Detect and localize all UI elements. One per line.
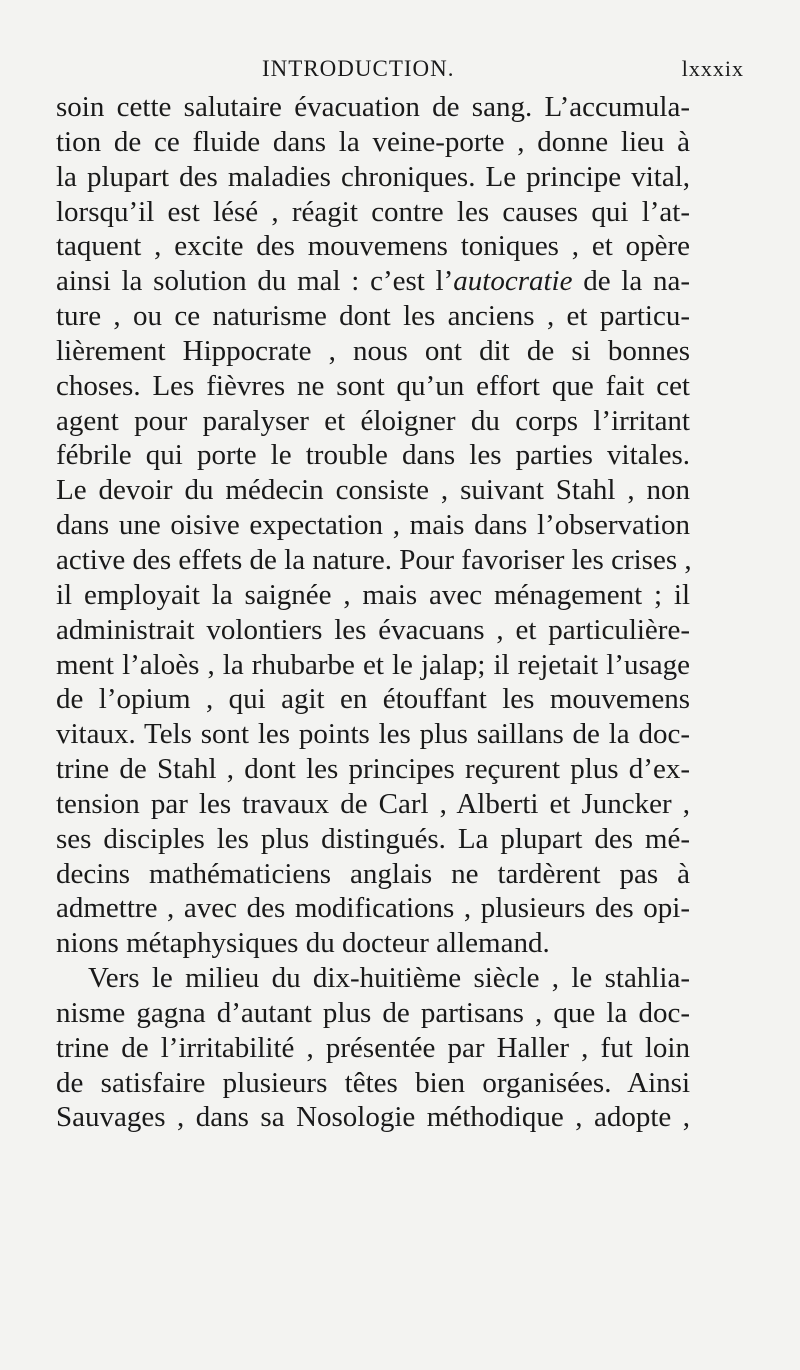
text-line: ses disciples les plus distingués. La plupart des mé- (56, 822, 690, 855)
text-line: de satisfaire plusieurs têtes bien organisées. Ainsi (56, 1066, 690, 1099)
text-line: agent pour paralyser et éloigner du corps l’irritant (56, 404, 690, 437)
text-line-with-italic (56, 264, 690, 299)
text-line: nisme gagna d’autant plus de partisans , que la doc- (56, 996, 690, 1029)
text-line: vitaux. Tels sont les points les plus saillans de la doc- (56, 718, 690, 751)
text-line: Vers le milieu du dix-huitième siècle , le stahlia- (88, 962, 690, 995)
paragraph-2 (56, 961, 690, 1135)
text-line: Le devoir du médecin consiste , suivant Stahl , non (56, 474, 690, 507)
running-head (54, 56, 744, 90)
text-line: trine de l’irritabilité , présentée par Haller , fut loin (56, 1031, 690, 1064)
text-segment: de la na- (572, 265, 690, 298)
paragraph-1 (56, 90, 690, 961)
text-line: tension par les travaux de Carl , Alberti et Juncker , (56, 787, 690, 820)
text-segment: ainsi la solution du mal : c’est l’ (56, 265, 454, 298)
text-line: active des effets de la nature. Pour favoriser les crises , (56, 543, 692, 576)
text-line: trine de Stahl , dont les principes reçurent plus d’ex- (56, 753, 690, 786)
text-line: soin cette salutaire évacuation de sang. L’accumula- (56, 91, 690, 123)
text-line: admettre , avec des modifications , plusieurs des opi- (56, 892, 690, 925)
italic-term: autocratie (453, 265, 573, 298)
text-line: choses. Les fièvres ne sont qu’un effort que fait cet (56, 369, 690, 402)
body-text (56, 90, 690, 1135)
text-line: taquent , excite des mouvemens toniques , et opère (56, 230, 690, 263)
text-line: fébrile qui porte le trouble dans les parties vitales. (56, 439, 690, 472)
text-line: tion de ce fluide dans la veine-porte , donne lieu à (56, 125, 690, 158)
text-line: il employait la saignée , mais avec ménagement ; il (56, 578, 690, 611)
text-line: ture , ou ce naturisme dont les anciens , et particu- (56, 300, 690, 333)
text-line: Sauvages , dans sa Nosologie méthodique , adopte , (56, 1101, 690, 1134)
text-line: dans une oisive expectation , mais dans l’observation (56, 509, 690, 542)
page-number: lxxxix (681, 56, 744, 81)
text-line: lièrement Hippocrate , nous ont dit de si bonnes (56, 334, 690, 367)
text-line: de l’opium , qui agit en étouffant les mouvemens (56, 683, 690, 716)
text-line: nions métaphysiques du docteur allemand. (56, 927, 550, 960)
text-line: decins mathématiciens anglais ne tardèrent pas à (56, 857, 690, 890)
text-line: la plupart des maladies chroniques. Le principe vital, (56, 160, 690, 193)
text-line: lorsqu’il est lésé , réagit contre les causes qui l’at- (56, 195, 690, 228)
text-line: ment l’aloès , la rhubarbe et le jalap; il rejetait l’usage (56, 648, 690, 681)
running-head-title: INTRODUCTION. (262, 56, 455, 81)
text-line: administrait volontiers les évacuans , et particulière- (56, 613, 690, 646)
